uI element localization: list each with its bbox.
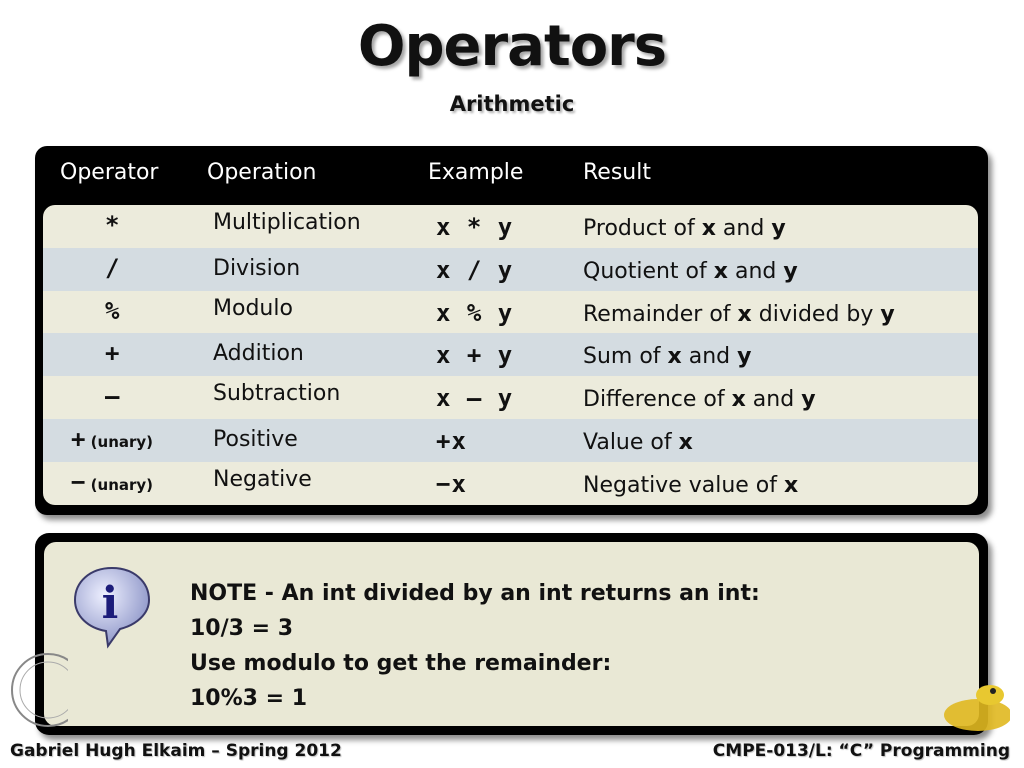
- footer-course: CMPE-013/L: “C” Programming: [712, 741, 1010, 761]
- header-result: Result: [583, 160, 651, 185]
- operators-table: [35, 146, 988, 515]
- operator-symbol: –: [105, 382, 120, 411]
- table-row: [43, 205, 978, 248]
- result-cell: Quotient of x and y: [583, 258, 798, 284]
- operator-cell: [105, 382, 119, 410]
- operator-cell: [105, 254, 119, 282]
- table-header: [35, 146, 988, 202]
- slide-subtitle: Arithmetic: [449, 92, 575, 116]
- operation-cell: Division: [213, 255, 301, 281]
- operation-cell: Addition: [213, 341, 304, 367]
- note-line: Use modulo to get the remainder:: [190, 651, 612, 676]
- table-row: [43, 376, 978, 419]
- result-cell: Difference of x and y: [583, 387, 816, 413]
- example-cell: −x: [436, 469, 467, 498]
- note-panel: [35, 533, 988, 735]
- table-row: [43, 419, 978, 462]
- note-line: NOTE - An int divided by an int returns an int:: [190, 581, 760, 606]
- result-cell: Remainder of x divided by y: [583, 301, 895, 327]
- unary-label: (unary): [85, 475, 154, 494]
- university-seal-logo: [8, 650, 68, 730]
- info-icon: [72, 564, 152, 649]
- result-cell: Negative value of x: [583, 472, 799, 498]
- operation-cell: Positive: [213, 427, 298, 452]
- operation-cell: Subtraction: [213, 381, 341, 407]
- operation-cell: Multiplication: [213, 210, 361, 235]
- table-row: [43, 333, 978, 376]
- result-cell: Value of x: [583, 430, 693, 455]
- example-cell: x * y: [436, 213, 514, 241]
- note-text: [190, 576, 760, 716]
- svg-text:i: i: [101, 578, 119, 629]
- mascot-logo: [930, 655, 1010, 735]
- operator-symbol: %: [105, 296, 120, 325]
- note-box: [44, 542, 979, 726]
- operator-symbol: +: [71, 425, 86, 453]
- result-cell: Product of x and y: [583, 216, 786, 241]
- example-cell: +x: [436, 427, 467, 455]
- operator-cell: [105, 297, 119, 325]
- table-row: [43, 248, 978, 291]
- unary-label: (unary): [85, 433, 154, 451]
- footer-author: Gabriel Hugh Elkaim – Spring 2012: [10, 741, 342, 761]
- result-cell: Sum of x and y: [583, 344, 752, 370]
- note-line: 10%3 = 1: [190, 686, 308, 711]
- header-operator: Operator: [60, 160, 159, 185]
- slide-title: Operators: [357, 14, 667, 79]
- header-operation: Operation: [207, 160, 317, 185]
- example-cell: x % y: [436, 298, 514, 327]
- operator-cell: [105, 339, 119, 367]
- operator-symbol: −: [71, 467, 86, 496]
- table-body: [43, 205, 978, 505]
- table-row: [43, 462, 978, 505]
- operator-symbol: *: [105, 211, 120, 239]
- example-cell: x – y: [436, 384, 514, 413]
- table-row: [43, 291, 978, 334]
- header-example: Example: [428, 160, 524, 185]
- operator-cell: [71, 425, 153, 453]
- operator-cell: [71, 468, 153, 496]
- operation-cell: Negative: [213, 466, 312, 492]
- example-cell: x / y: [436, 255, 514, 284]
- operator-symbol: +: [105, 339, 120, 368]
- operator-cell: [105, 211, 119, 239]
- operator-symbol: /: [105, 253, 120, 282]
- note-line: 10/3 = 3: [190, 616, 294, 641]
- example-cell: x + y: [436, 341, 514, 370]
- operation-cell: Modulo: [213, 295, 293, 321]
